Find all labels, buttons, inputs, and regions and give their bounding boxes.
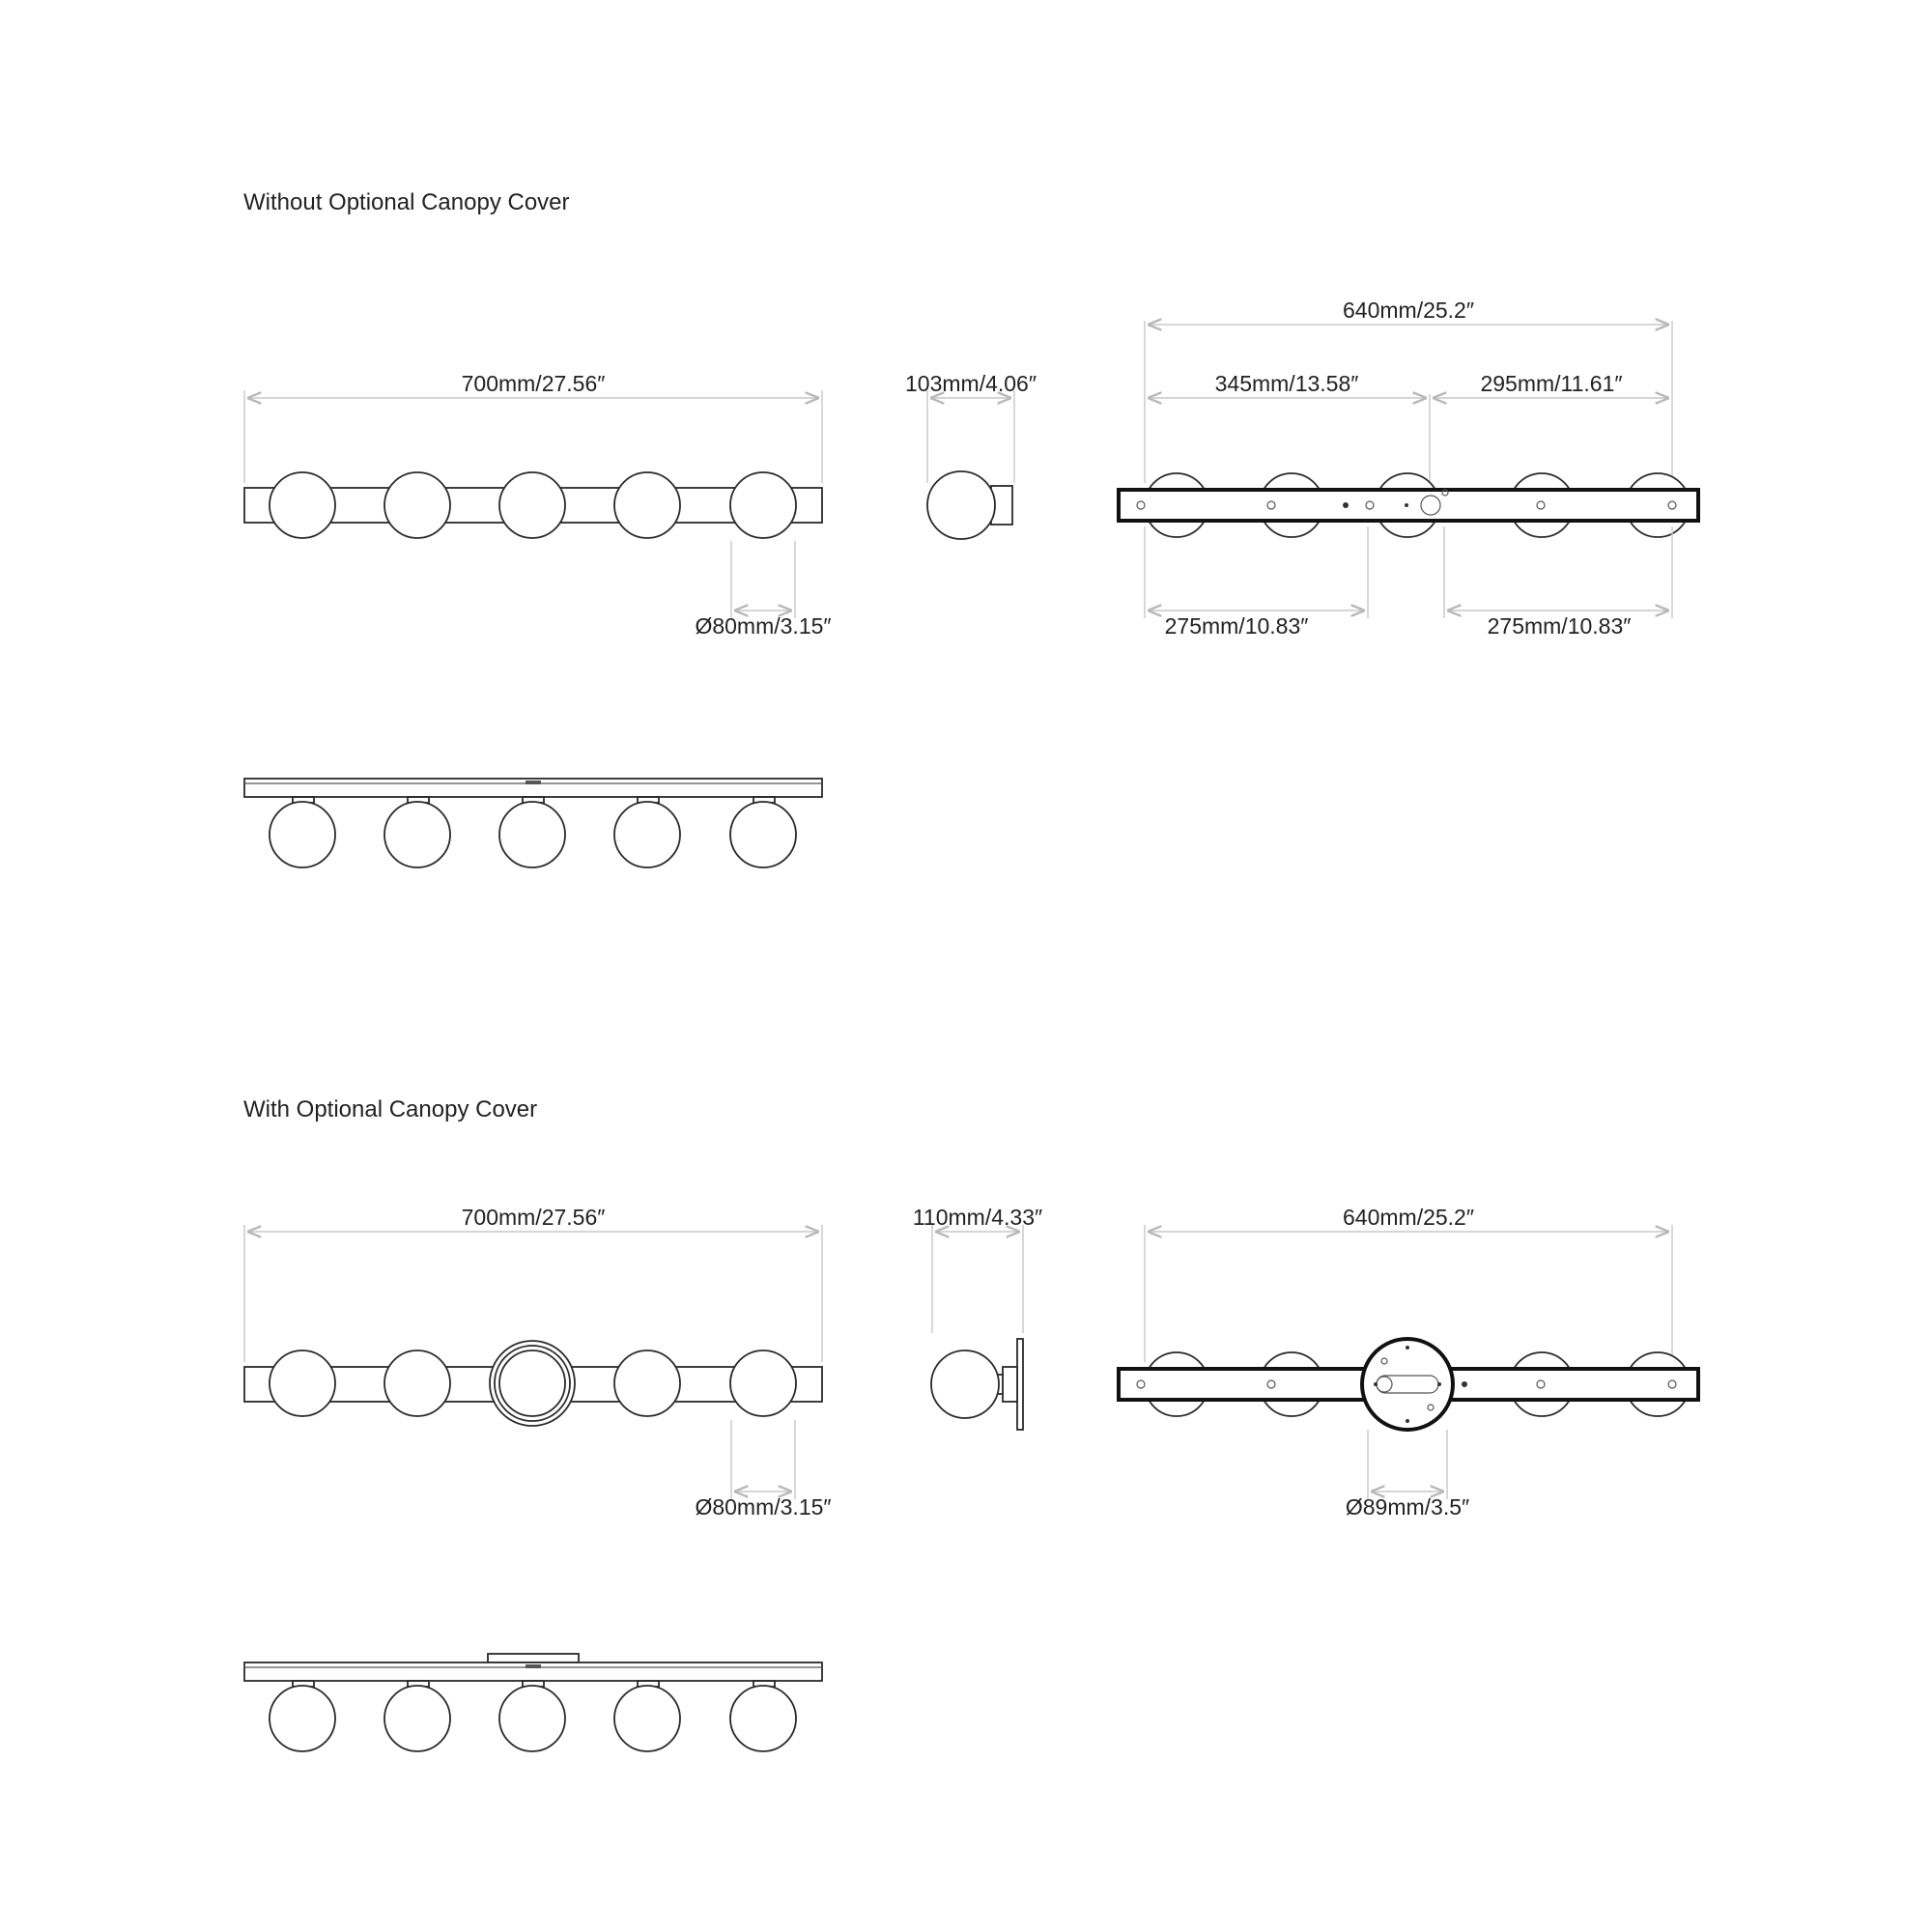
globe <box>270 472 335 538</box>
globe <box>499 1350 565 1416</box>
globe <box>499 472 565 538</box>
back-width-label: 640mm/25.2″ <box>1343 298 1474 323</box>
top-view-with-canopy <box>244 1654 822 1751</box>
back-view-without-canopy <box>1119 298 1698 639</box>
globe <box>614 1350 680 1416</box>
lower-right-label: 275mm/10.83″ <box>1487 613 1632 639</box>
globe <box>730 472 796 538</box>
globe <box>614 472 680 538</box>
section-title-without-canopy: Without Optional Canopy Cover <box>243 189 570 215</box>
globe <box>927 471 995 539</box>
lower-left-label: 275mm/10.83″ <box>1164 613 1309 639</box>
globe <box>270 1686 335 1751</box>
globe <box>384 1686 450 1751</box>
canopy-block <box>1003 1367 1017 1402</box>
globe <box>499 802 565 867</box>
globe <box>384 802 450 867</box>
screw-hole <box>1405 503 1408 507</box>
globe <box>730 802 796 867</box>
globe <box>614 802 680 867</box>
side-depth-label: 110mm/4.33″ <box>912 1205 1043 1230</box>
side-depth-label: 103mm/4.06″ <box>905 371 1037 396</box>
globe <box>499 1686 565 1751</box>
screw-hole <box>1462 1381 1467 1387</box>
label-mark <box>526 1664 541 1668</box>
left-span-label: 345mm/13.58″ <box>1214 371 1359 396</box>
screw-hole <box>1343 502 1349 508</box>
globe <box>384 1350 450 1416</box>
front-width-label: 700mm/27.56″ <box>461 371 606 396</box>
top-view-without-canopy <box>244 779 822 867</box>
globe <box>730 1350 796 1416</box>
back-view-with-canopy <box>1119 1205 1698 1520</box>
canopy-plate <box>1017 1339 1023 1430</box>
globe-diameter-label: Ø80mm/3.15″ <box>695 1494 832 1520</box>
globe <box>614 1686 680 1751</box>
globe <box>931 1350 999 1418</box>
front-width-label: 700mm/27.56″ <box>461 1205 606 1230</box>
front-view-with-canopy <box>244 1205 832 1520</box>
globe <box>384 472 450 538</box>
canopy-cover-top <box>488 1654 579 1662</box>
section-title-with-canopy: With Optional Canopy Cover <box>243 1096 538 1122</box>
label-mark <box>526 781 541 784</box>
globe-diameter-label: Ø80mm/3.15″ <box>695 613 832 639</box>
back-width-label: 640mm/25.2″ <box>1343 1205 1474 1230</box>
right-span-label: 295mm/11.61″ <box>1480 371 1623 396</box>
globe <box>270 1350 335 1416</box>
side-view-without-canopy <box>905 371 1037 539</box>
globe <box>270 802 335 867</box>
globe <box>730 1686 796 1751</box>
side-view-with-canopy <box>913 1205 1042 1430</box>
canopy-diameter-label: Ø89mm/3.5″ <box>1345 1494 1470 1520</box>
front-view-without-canopy <box>244 371 832 639</box>
